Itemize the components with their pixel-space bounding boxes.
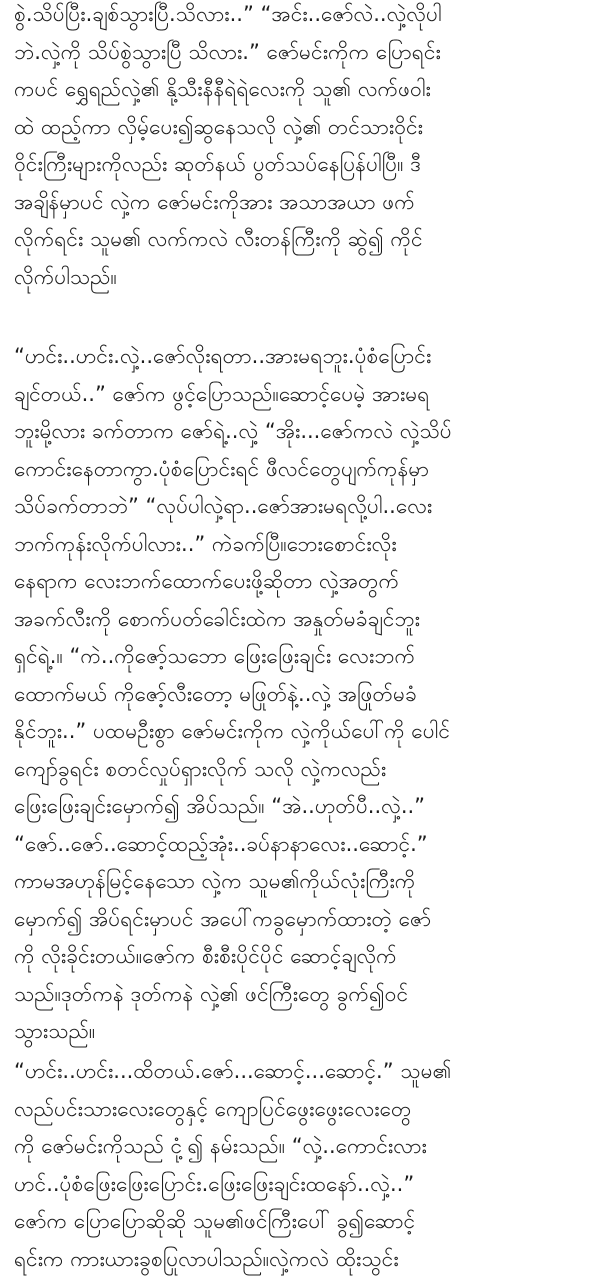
paragraph-1: စွဲ.သိပ်ပြီး.ချစ်သွားပြီ.သိလား..” “အင်း..ဇော်လဲ..လှဲ့လိုပါ ဘဲ.လှဲ့ကို သိပ်စွဲသွားပြီ သိလား.” ဇော်မင်းကိုက ပြောရင်း ကပင် ရွှေရည်လှဲ့၏ နို့သီးနီနီရဲရဲလေးကို သူ၏ လက်ဖဝါး ထဲ ထည့်ကာ လှိမ့်ပေး၍ဆွနေသလို လှဲ့၏ တင်သားဝိုင်း ဝိုင်းကြီးများကိုလည်း ဆုတ်နယ် ပွတ်သပ်နေပြန်ပါပြီ။ ဒီ အချိန်မှာပင် လှဲ့က ဇော်မင်းကိုအား အသာအယာ ဖက် လိုက်ရင်း သူမ၏ လက်ကလဲ လီးတန်ကြီးကို ဆွဲ၍ ကိုင် လိုက်ပါသည်။ [14,2,442,289]
paragraph-2: “ဟင်း..ဟင်း.လှဲ့..ဇော်လိုးရတာ..အားမရဘူး.ပုံစံပြောင်း ချင်တယ်..” ဇော်က ဖွင့်ပြောသည်။ဆောင့်ပေမဲ့ အားမရ ဘူးမို့လား ခက်တာက ဇော်ရဲ့..လှဲ့ “အိုး...ဇော်ကလဲ လှဲ့သိပ် ကောင်းနေတာကွာ.ပုံစံပြောင်းရင် ဖီလင်တွေပျက်ကုန်မှာ သိပ်ခက်တာဘဲ” “လုပ်ပါလှဲ့ရာ..ဇော်အားမရလို့ပါ..လေး ဘက်ကုန်းလိုက်ပါလား..” ကဲခက်ပြီ။ဘေးစောင်းလိုး နေရာက လေးဘက်ထောက်ပေးဖို့ဆိုတာ လှဲ့အတွက် အခက်လီးကို စောက်ပတ်ခေါင်းထဲက အနှုတ်မခံချင်ဘူး ရှင်ရဲ့.။ “ကဲ..ကိုဇော့်သဘော ဖြေးဖြေးချင်း လေးဘက် ထောက်မယ် ကိုဇော့်လီးတော့ မဖြုတ်နဲ့..လှဲ့ အဖြုတ်မခံ နိုင်ဘူး..” ပထမဦးစွာ ဇော်မင်းကိုက လှဲ့ကိုယ်ပေါ်ကို ပေါင် ကျော်ခွရင်း စတင်လှုပ်ရှားလိုက် သလို လှဲ့ကလည်း ဖြေးဖြေးချင်းမှောက်၍ အိပ်သည်။ “အဲ..ဟုတ်ပီ..လှဲ့..” “ဇော်..ဇော်..ဆောင့်ထည့်အုံး..ခပ်နာနာလေး..ဆောင့်.” ကာမအဟုန်မြင့်နေသော လှဲ့က သူမ၏ကိုယ်လုံးကြီးကို မှောက်၍ အိပ်ရင်းမှာပင် အပေါ်ကခွမှောက်ထားတဲ့ ဇော် ကို လိုးခိုင်းတယ်။ဇော်က စီးစီးပိုင်ပိုင် ဆောင့်ချလိုက် သည်။ဒုတ်ကနဲ ဒုတ်ကနဲ လှဲ့၏ ဖင်ကြီးတွေ ခွက်၍ဝင် သွားသည်။ [14,344,452,1043]
paragraph-3: “ဟင်း..ဟင်း...ထိတယ်.ဇော်...ဆောင့်...ဆောင့်.” သူမ၏ လည်ပင်းသားလေးတွေနှင့် ကျောပြင်ဖွေးဖွေးလေးတွေ ကို ဇော်မင်းကိုသည် ငုံ့၍ နမ်းသည်။ “လှဲ့..ကောင်းလား ဟင်..ပုံစံဖြေးဖြေးပြောင်း.ဖြေးဖြေးချင်းထနော်..လှဲ့..” ဇော်က ပြောပြောဆိုဆို သူမ၏ဖင်ကြီးပေါ် ခွ၍ဆောင့် ရင်းက ကားယားခွစပြုလာပါသည်။လှဲ့ကလဲ ထိုးသွင်း [14,1059,452,1271]
